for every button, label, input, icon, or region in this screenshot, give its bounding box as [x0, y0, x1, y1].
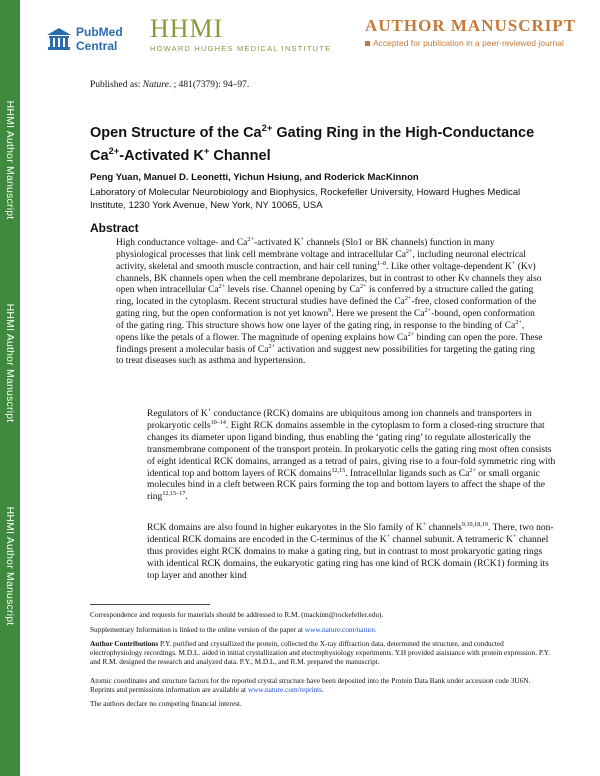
author-manuscript-title: AUTHOR MANUSCRIPT: [365, 16, 577, 35]
footnote-divider: [90, 604, 210, 605]
author-contributions-label: Author Contributions: [90, 639, 159, 648]
central-label: Central: [76, 39, 118, 53]
article-title: Open Structure of the $Ca^{2+}$ Gating Ring in the High-Conductance $Ca^{2+}$-Activated K+ Channel: [90, 122, 535, 164]
coordinates-note: Atomic coordinates and structure factors for the reported crystal structure have been deposited into the Protein Data Bank under accession code 3U6N. Reprints and permissions information are available at www.nature.com/reprints.: [90, 676, 531, 695]
header: [42, 14, 582, 62]
body-paragraph-1: Regulators of K+ conductance (RCK) domains are ubiquitous among ion channels and transporters in prokaryotic cells$^{10-14}$. Eight RCK domains assemble in the cytoplasm to form a closed-ring structure that changes its diameter upon ligand binding, thus enabling the ‘gating ring’ to regulate allosterically the transmembrane component of the transport protein. In prokaryotic cells the gating ring most often consists of eight identical RCK domains, arranged as a tetrad of pairs, giving rise to a four-fold symmetric ring with identical top and bottom layers of RCK domains$^{12,15}$. Intracellular ligands such as $Ca^{2+}$ or small organic molecules bind in a cleft between RCK pairs forming the top and bottom layers to affect the shape of the ring$^{12,15-17}$.: [147, 407, 556, 503]
abstract-heading: Abstract: [90, 221, 139, 235]
author-manuscript-badge: [365, 16, 576, 48]
journal-name: Nature: [142, 80, 169, 90]
author-list: Peng Yuan, Manuel D. Leonetti, Yichun Hsiung, and Roderick MacKinnon: [90, 172, 419, 183]
hhmi-wordmark: HHMI: [150, 14, 224, 43]
author-contributions-note: Author Contributions P.Y. purified and crystallized the protein, collected the X-ray diffraction data, determined the structure, and conducted electrophysiology recordings. M.D.L. aided in initial crystallization and electrophysiology experiments. Y.H provided assistance with protein expression. P.Y. and R.M. designed the research and analyzed data. P.Y., M.D.L, and R.M. prepared the manuscript.: [90, 639, 551, 667]
competing-interests-note: The authors declare no competing financial interest.: [90, 699, 242, 708]
abstract-text: High conductance voltage- and $Ca^{2+}$-activated K+ channels (Slo1 or BK channels) function in many physiological processes that link cell membrane voltage and intracellular $Ca^{2+}$, including neuronal electrical activity, skeletal and smooth muscle contraction, and hair cell tuning$^{1-8}$. Like other voltage-dependent K+ (Kv) channels, BK channels open when the cell membrane depolarizes, but in contrast to other Kv channels they also open when intracellular $Ca^{2+}$ levels rise. Channel opening by $Ca^{2+}$ is conferred by a structure called the gating ring, located in the cytoplasm. Recent structural studies have defined the $Ca^{2+}$-free, closed conformation of the gating ring, but the open conformation is not yet known$^9$. Here we present the $Ca^{2+}$-bound, open conformation of the gating ring. This structure shows how one layer of the gating ring, in response to the binding of $Ca^{2+}$, opens like the petals of a flower. The magnitude of opening explains how $Ca^{2+}$ binding can open the pore. These findings present a molecular basis of $Ca^{2+}$ activation and suggest new possibilities for targeting the gating ring to treat diseases such as asthma and hypertension.: [116, 236, 543, 367]
citation-line: Published as: Nature. ; 481(7379): 94–97.: [90, 80, 250, 90]
hhmi-fullname: HOWARD HUGHES MEDICAL INSTITUTE: [150, 44, 332, 53]
pubmed-central-logo[interactable]: [42, 22, 140, 56]
correspondence-note: Correspondence and requests for materials should be addressed to R.M. (mackinn@rockefeller.edu).: [90, 610, 384, 619]
affiliation: Laboratory of Molecular Neurobiology and Biophysics, Rockefeller University, Howard Hughes Medical Institute, 1230 York Avenue, New York, NY 10065, USA: [90, 187, 521, 211]
sidebar-banner: HHMI Author Manuscript HHMI Author Manuscript HHMI Author Manuscript: [0, 0, 20, 776]
body-paragraph-2: RCK domains are also found in higher eukaryotes in the Slo family of K+ channels$^{9,10,18,19}$. There, two non-identical RCK domains are encoded in the C-terminus of the K+ channel subunit. A tetrameric K+ channel thus provides eight RCK domains to make a gating ring, but in contrast to most prokaryotic gating rings with identical RCK domains, the eukaryotic gating ring has one kind of RCK domain (RCK1) forming its top layer and another kind: [147, 521, 554, 581]
reprints-link[interactable]: www.nature.com/reprints: [247, 685, 322, 695]
pubmed-building-icon: [46, 26, 72, 52]
author-manuscript-subtitle: Accepted for publication in a peer-reviewed journal: [365, 38, 576, 48]
nature-link[interactable]: www.nature.com/nature: [304, 625, 375, 634]
pubmed-label: PubMed: [76, 25, 123, 39]
supplementary-note: Supplementary Information is linked to the online version of the paper at www.nature.com/nature.: [90, 625, 377, 634]
hhmi-logo: [150, 16, 331, 53]
square-bullet-icon: [365, 41, 370, 46]
